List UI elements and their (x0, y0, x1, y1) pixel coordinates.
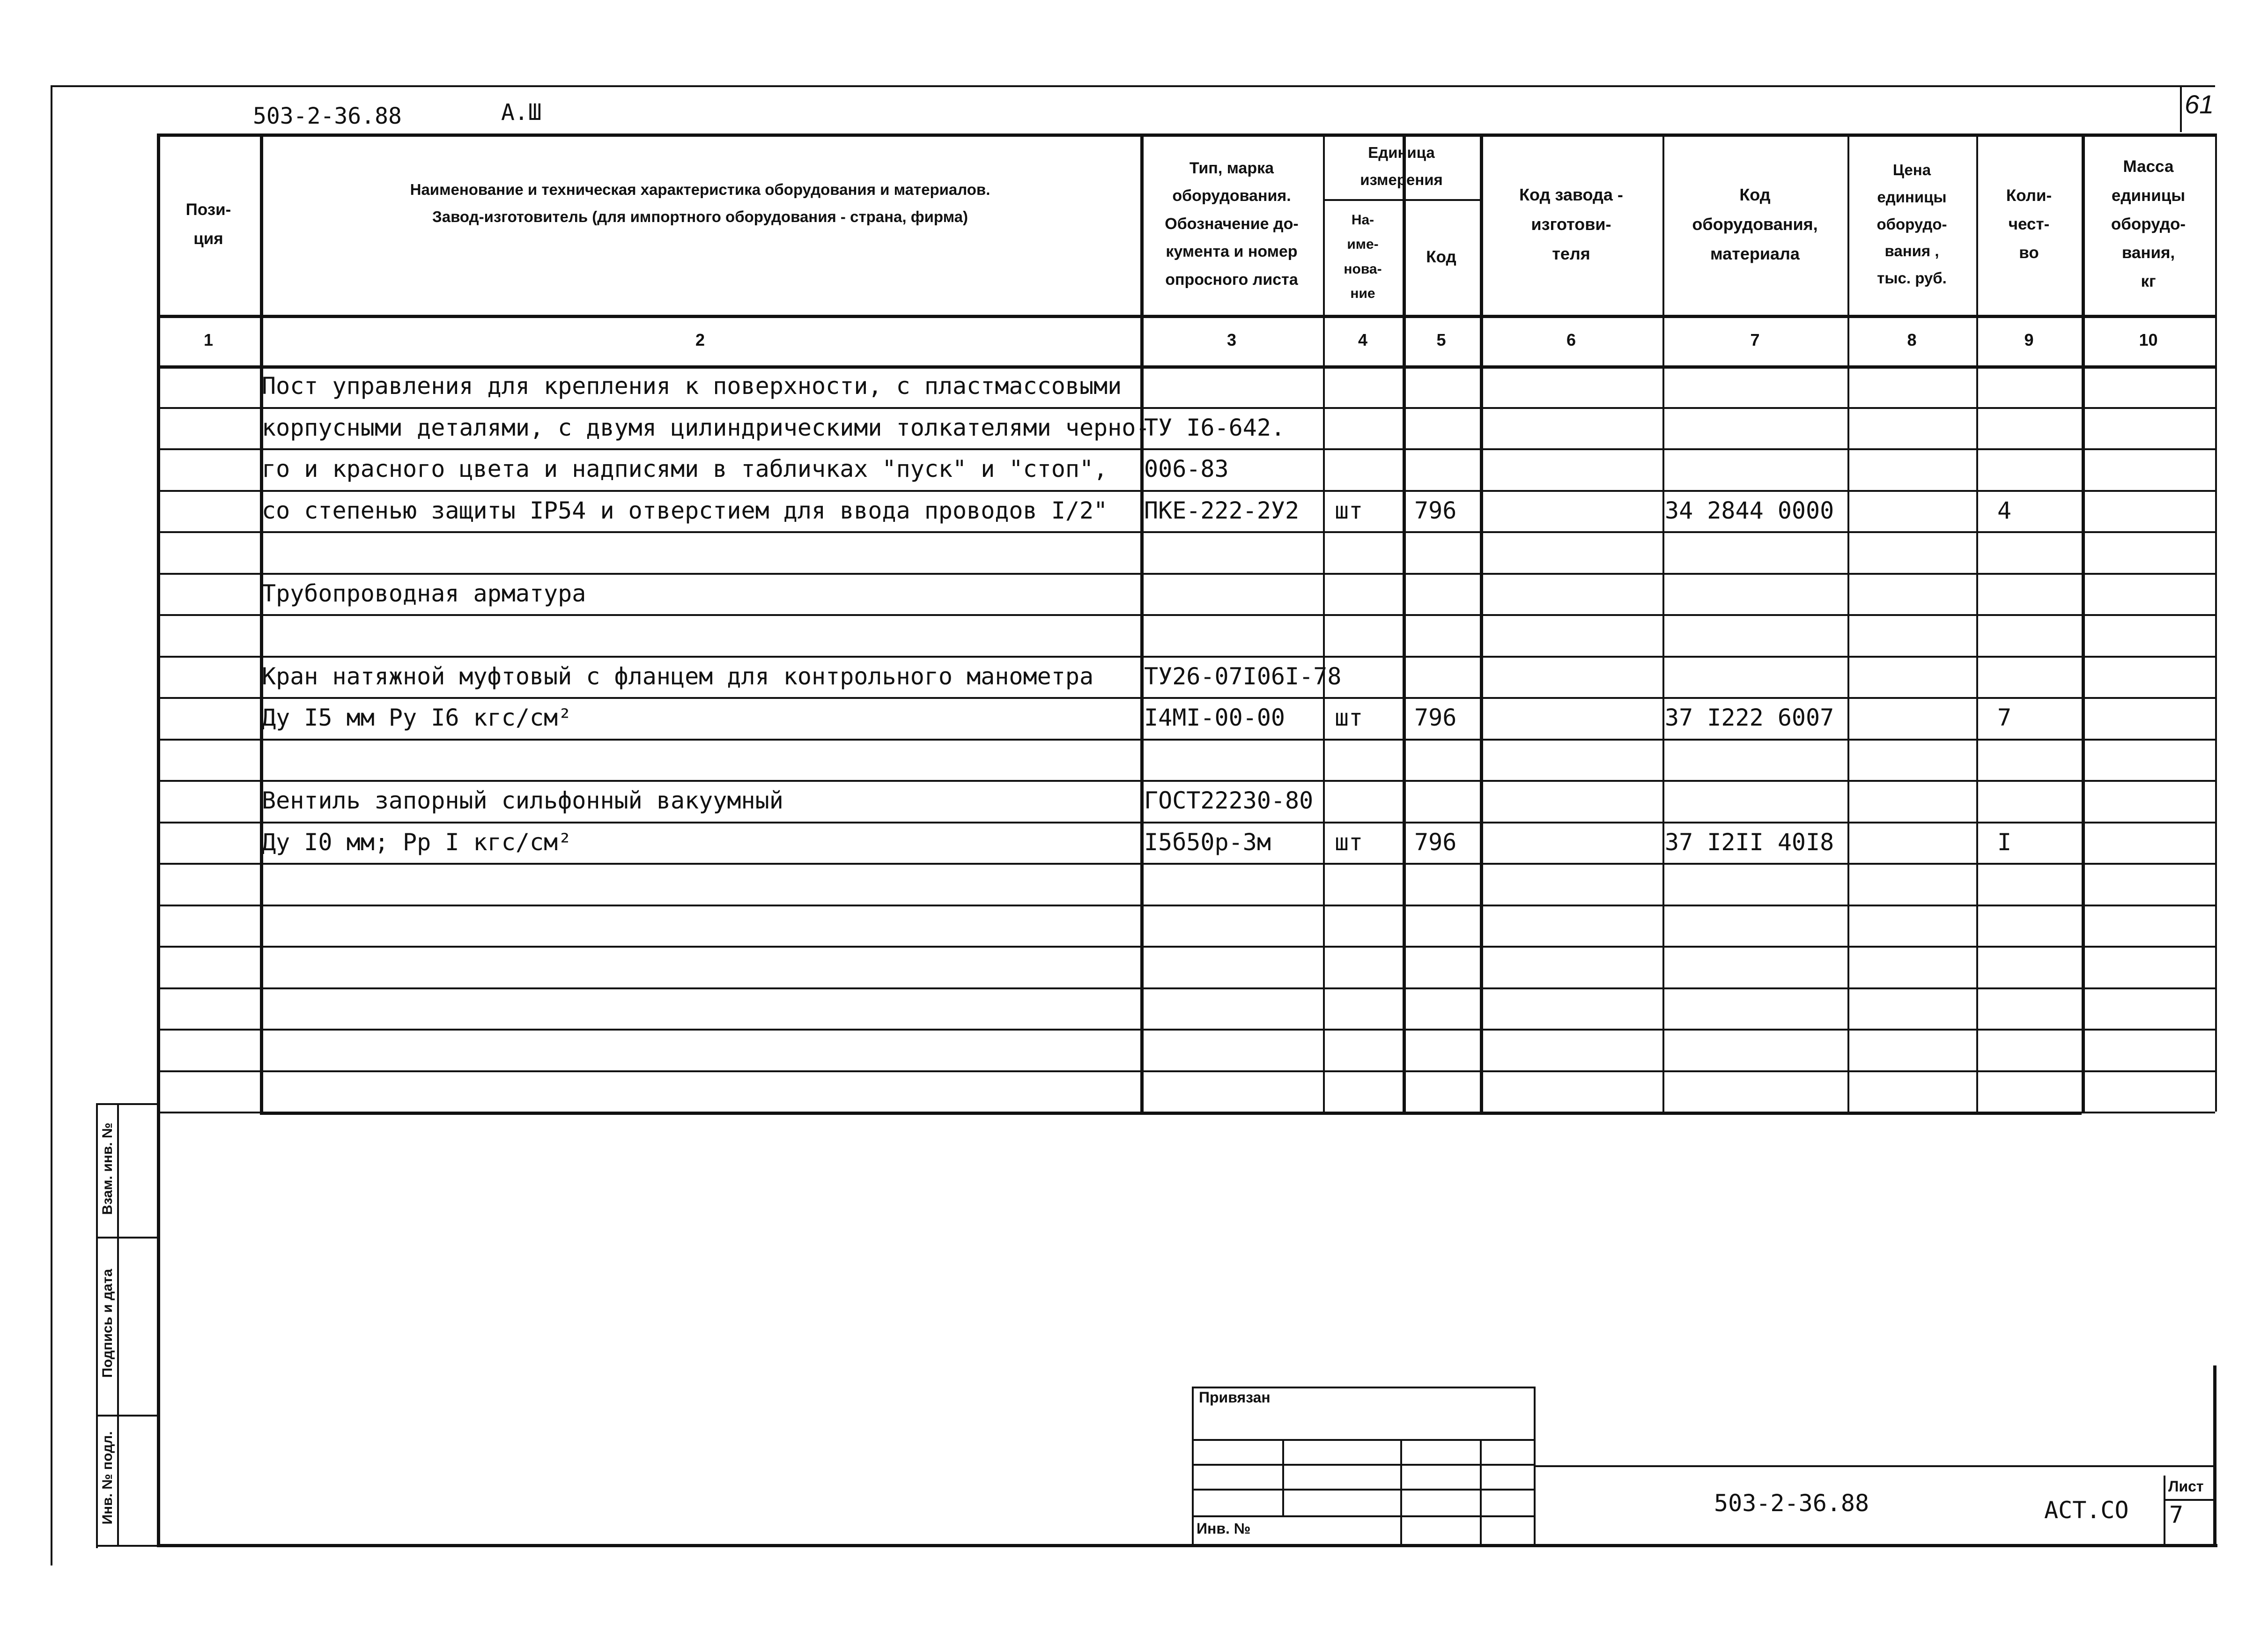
col-header-factory-code: Код завода - изготови- теля (1519, 185, 1623, 263)
row-unit: шт (1335, 828, 1363, 856)
title-block-top (1192, 1387, 1534, 1388)
row-name: Трубопроводная арматура (262, 579, 586, 607)
inv-no-label: Инв. № (1197, 1520, 1251, 1537)
row-divider (157, 863, 2215, 865)
col-number-2: 2 (695, 330, 705, 349)
row-divider (157, 490, 2215, 492)
row-quantity: I (1997, 828, 2012, 856)
row-type: ПКЕ-222-2У2 (1144, 497, 1300, 524)
title-block-v3 (1480, 1439, 1482, 1546)
col-header-type: Тип, марка оборудования. Обозначение до- кумента и номер опросного листа (1165, 159, 1299, 289)
col-header-equipment-code: Код оборудования, материала (1692, 185, 1818, 263)
col-header-price: Цена единицы оборудо- вания , тыс. руб. (1876, 161, 1947, 287)
row-divider (157, 448, 2215, 450)
row-equipment-code: 37 I2II 40I8 (1665, 828, 1834, 856)
row-type: 006-83 (1144, 455, 1229, 482)
row-type: ТУ I6-642. (1144, 414, 1285, 441)
title-main-top (1534, 1465, 2215, 1467)
sheet-number: 7 (2169, 1501, 2184, 1528)
col-number-1: 1 (203, 330, 214, 349)
row-divider (157, 407, 2215, 409)
privyazan-label: Привязан (1199, 1389, 1271, 1406)
row-divider (157, 739, 2215, 741)
title-block-v1 (1282, 1439, 1284, 1515)
row-type: ТУ26-07I06I-78 (1144, 662, 1342, 690)
row-type: I5б50р-3м (1144, 828, 1271, 856)
frame-top-line (52, 85, 2215, 87)
row-quantity: 4 (1997, 497, 2012, 524)
header-album: А.Ш (501, 99, 542, 126)
col-header-quantity: Коли- чест- во (2006, 186, 2052, 262)
frame-left-lower (157, 1112, 160, 1546)
sheet-label: Лист (2168, 1478, 2204, 1495)
col-number-8: 8 (1907, 330, 1917, 349)
col-header-name: Наименование и техническая характеристика оборудования и материалов. Завод-изготовитель (для импортного оборудования - страна, фирма) (410, 180, 990, 225)
title-bottom-line (157, 1544, 2217, 1547)
row-name: го и красного цвета и надписями в табличках "пуск" и "стоп", (262, 455, 1108, 482)
side-stamp-vzam: Взам. инв. № (100, 1122, 115, 1215)
row-name: Вентиль запорный сильфонный вакуумный (262, 787, 783, 814)
column-divider (2215, 134, 2217, 1112)
row-divider (157, 905, 2215, 906)
col-number-7: 7 (1750, 330, 1760, 349)
col-header-mass: Масса единицы оборудо- вания, кг (2111, 157, 2186, 291)
col-number-4: 4 (1358, 330, 1368, 349)
side-stamp-div1 (96, 1237, 157, 1239)
table-bottom-line (260, 1112, 2082, 1115)
row-name: корпусными деталями, с двумя цилиндрическими толкателями черно- (262, 414, 1150, 441)
row-unit: шт (1335, 497, 1363, 524)
row-divider (157, 697, 2215, 699)
col-number-9: 9 (2024, 330, 2034, 349)
title-block-div2 (1192, 1464, 1534, 1466)
column-divider (260, 134, 263, 1112)
row-divider (157, 987, 2215, 989)
title-doc-code: 503-2-36.88 (1714, 1490, 1869, 1517)
title-block-div4 (1192, 1515, 1534, 1517)
title-block-div1 (1192, 1439, 1534, 1441)
row-name: Ду I5 мм Ру I6 кгс/см² (262, 704, 572, 731)
title-block-left (1192, 1387, 1194, 1546)
row-type: I4МI-00-00 (1144, 704, 1285, 731)
row-divider (157, 1070, 2215, 1072)
row-equipment-code: 37 I222 6007 (1665, 704, 1834, 731)
row-divider (157, 1029, 2215, 1031)
row-divider (157, 822, 2215, 823)
numbers-bottom-line (157, 365, 2215, 369)
row-divider (157, 656, 2215, 658)
side-stamp-podpis: Подпись и дата (100, 1269, 115, 1378)
row-divider (157, 946, 2215, 948)
col-number-6: 6 (1566, 330, 1576, 349)
row-unit-code: 796 (1414, 704, 1457, 731)
col-header-position: Пози- ция (185, 200, 231, 248)
col-header-unit-code: Код (1426, 247, 1456, 266)
header-doc-code: 503-2-36.88 (253, 103, 402, 129)
row-divider (157, 573, 2215, 575)
row-unit: шт (1335, 704, 1363, 731)
row-equipment-code: 34 2844 0000 (1665, 497, 1834, 524)
sheet-box-left (2164, 1476, 2165, 1546)
sheet-box-div (2164, 1499, 2215, 1501)
row-unit-code: 796 (1414, 828, 1457, 856)
title-block-div3 (1192, 1489, 1534, 1491)
title-block-v2 (1400, 1439, 1402, 1546)
frame-right-top-line (2180, 85, 2182, 132)
col-number-10: 10 (2139, 330, 2158, 349)
col-number-3: 3 (1226, 330, 1237, 349)
side-stamp-inv-podl: Инв. № подл. (100, 1431, 115, 1525)
row-divider (157, 614, 2215, 616)
col-header-unit-group: Единица измерения (1360, 144, 1443, 188)
col-header-unit-name: На- име- нова- ние (1344, 212, 1382, 301)
row-name: Кран натяжной муфтовый с фланцем для контрольного манометра (262, 662, 1094, 690)
row-name: со степенью защиты IP54 и отверстием для ввода проводов I/2" (262, 497, 1108, 524)
row-name: Ду I0 мм; Рр I кгс/см² (262, 828, 572, 856)
title-right-line (2213, 1365, 2216, 1546)
row-type: ГОСТ22230-80 (1144, 787, 1314, 814)
row-divider (157, 780, 2215, 782)
row-divider (157, 531, 2215, 533)
row-name: Пост управления для крепления к поверхности, с пластмассовыми (262, 372, 1122, 400)
frame-left-line (51, 85, 52, 1565)
page-number: 61 (2185, 89, 2214, 119)
row-unit-code: 796 (1414, 497, 1457, 524)
row-quantity: 7 (1997, 704, 2012, 731)
title-doc-type: АСТ.СО (2044, 1497, 2129, 1524)
col-number-5: 5 (1436, 330, 1446, 349)
